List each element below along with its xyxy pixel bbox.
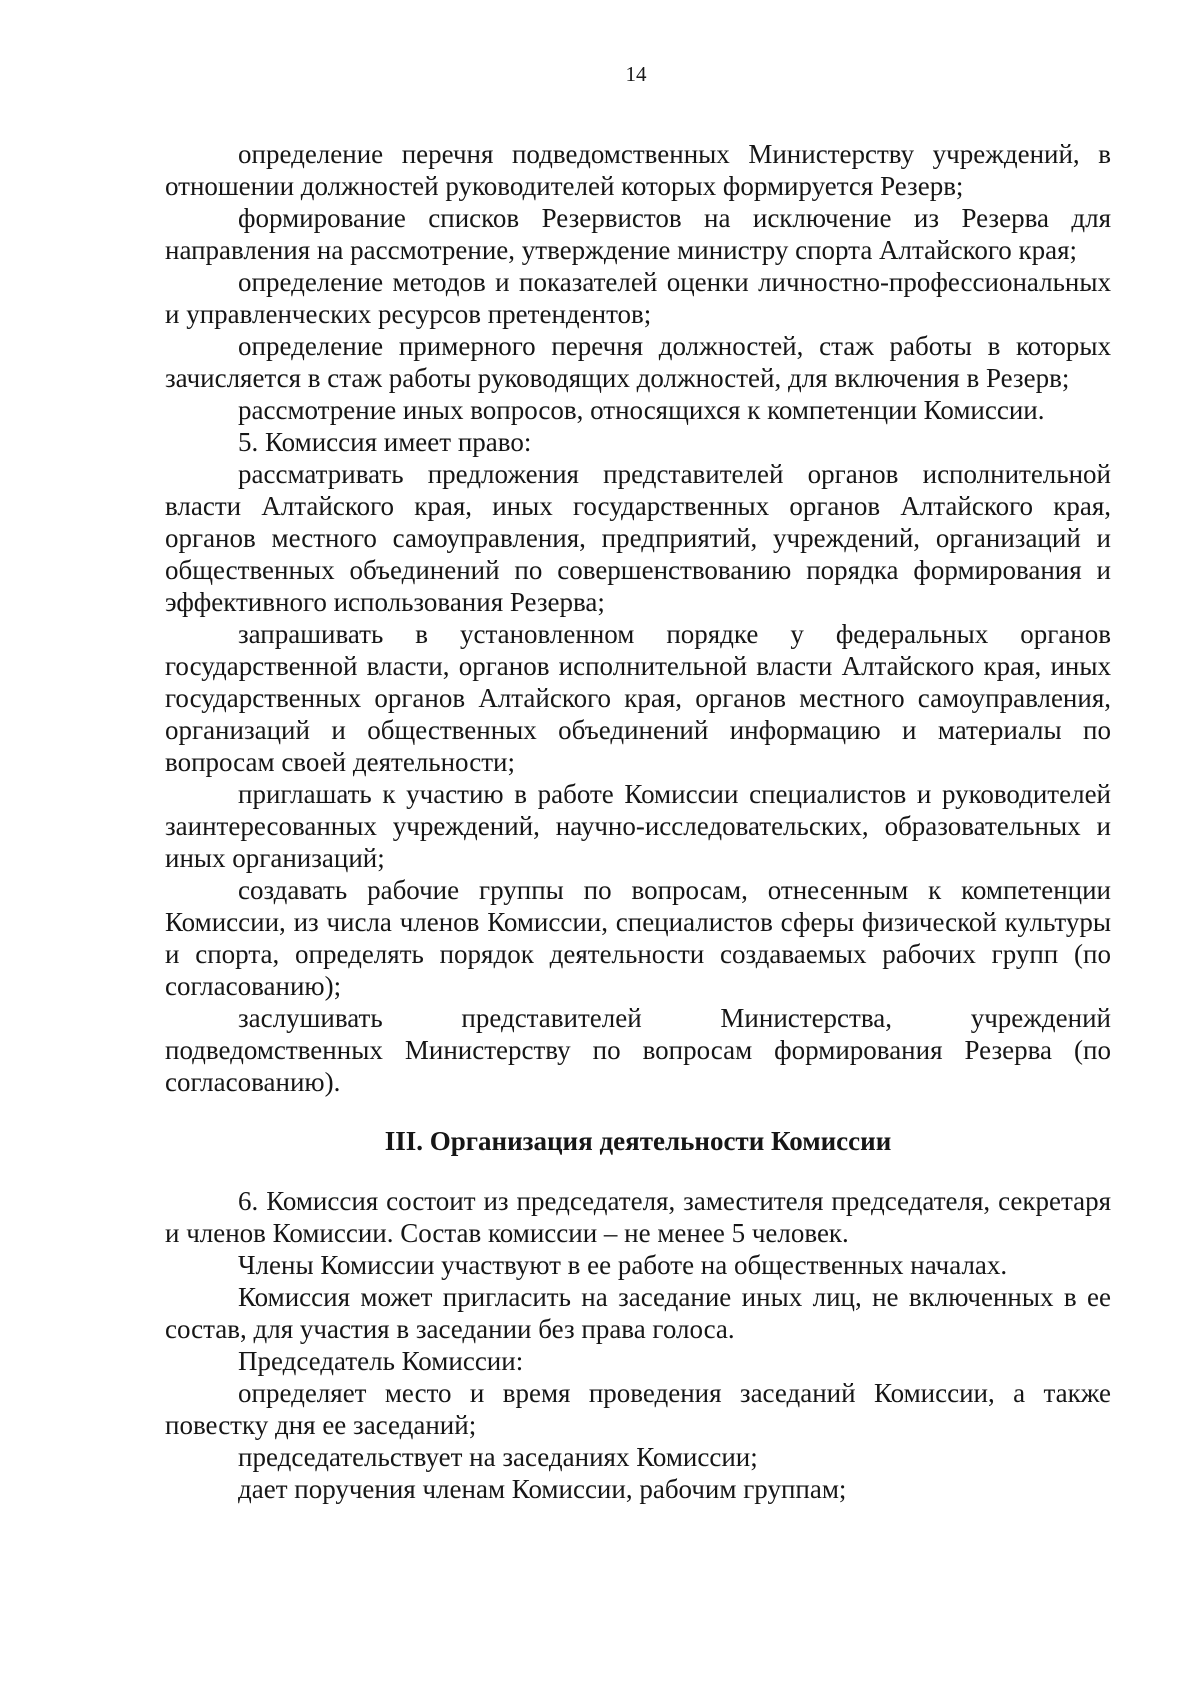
paragraph: рассматривать предложения представителей органов исполнительной власти Алтайского края, иных государственных органов Алтайского края, органов местного самоуправления, предприятий, учреждений, организаций и общественных объединений по совершенствованию порядка формирования и эффективного использования Резерва; xyxy=(165,459,1111,617)
paragraph: Комиссия может пригласить на заседание иных лиц, не включенных в ее состав, для участия в заседании без права голоса. xyxy=(165,1282,1111,1344)
paragraph: дает поручения членам Комиссии, рабочим группам; xyxy=(238,1474,847,1504)
paragraph: заслушивать представителей Министерства, учреждений подведомственных Министерству по вопросам формирования Резерва (по согласованию). xyxy=(165,1003,1111,1097)
document-body xyxy=(165,138,1111,1505)
paragraph: Члены Комиссии участвуют в ее работе на общественных началах. xyxy=(238,1250,1008,1280)
paragraph: определение методов и показателей оценки личностно-профессиональных и управленческих ресурсов претендентов; xyxy=(165,267,1111,329)
page-number: 14 xyxy=(625,62,647,86)
paragraph: приглашать к участию в работе Комиссии специалистов и руководителей заинтересованных учреждений, научно-исследовательских, образовательных и иных организаций; xyxy=(165,779,1111,873)
paragraph: рассмотрение иных вопросов, относящихся к компетенции Комиссии. xyxy=(238,395,1045,425)
paragraph: 6. Комиссия состоит из председателя, заместителя председателя, секретаря и членов Комиссии. Состав комиссии – не менее 5 человек. xyxy=(165,1186,1111,1248)
paragraph: Председатель Комиссии: xyxy=(238,1346,524,1376)
paragraph: председательствует на заседаниях Комиссии; xyxy=(238,1442,758,1472)
paragraph: определение перечня подведомственных Министерству учреждений, в отношении должностей руководителей которых формируется Резерв; xyxy=(165,139,1111,201)
paragraph: определение примерного перечня должностей, стаж работы в которых зачисляется в стаж работы руководящих должностей, для включения в Резерв; xyxy=(165,331,1111,393)
section-heading: III. Организация деятельности Комиссии xyxy=(384,1126,892,1156)
paragraph: формирование списков Резервистов на исключение из Резерва для направления на рассмотрение, утверждение министру спорта Алтайского края; xyxy=(165,203,1111,265)
paragraph: 5. Комиссия имеет право: xyxy=(238,427,532,457)
paragraph: определяет место и время проведения заседаний Комиссии, а также повестку дня ее заседаний; xyxy=(165,1378,1111,1440)
paragraph: запрашивать в установленном порядке у федеральных органов государственной власти, органов исполнительной власти Алтайского края, иных государственных органов Алтайского края, органов местного самоуправления, организаций и общественных объединений информацию и материалы по вопросам своей деятельности; xyxy=(165,619,1111,777)
paragraph: создавать рабочие группы по вопросам, отнесенным к компетенции Комиссии, из числа членов Комиссии, специалистов сферы физической культуры и спорта, определять порядок деятельности создаваемых рабочих групп (по согласованию); xyxy=(165,875,1111,1001)
